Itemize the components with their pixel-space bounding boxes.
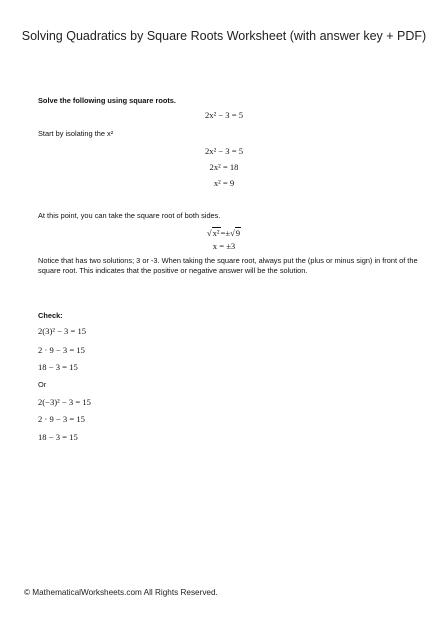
sqrt-left: √x² (206, 228, 220, 238)
check-negative-line-3: 18 − 3 = 15 (38, 432, 78, 442)
check-positive-line-3: 18 − 3 = 15 (38, 362, 78, 372)
step-equation-2: 2x² = 18 (209, 162, 239, 172)
sqrt-right-radicand: 9 (235, 228, 241, 238)
sqrt-right: √9 (230, 228, 241, 238)
sqrt-equation (0, 228, 448, 239)
problem-equation: 2x² − 3 = 5 (204, 110, 244, 120)
copyright-footer: © MathematicalWorksheets.com All Rights Reserved. (24, 588, 218, 597)
page-title: Solving Quadratics by Square Roots Worksheet (with answer key + PDF) (21, 29, 427, 43)
check-negative-line-1: 2(−3)² − 3 = 15 (38, 397, 91, 407)
step-equation-3: x² = 9 (213, 178, 235, 188)
step-equation-1: 2x² − 3 = 5 (204, 146, 244, 156)
plus-minus-equals: =± (220, 228, 231, 238)
check-negative-line-2: 2 · 9 − 3 = 15 (38, 414, 85, 424)
explanation-text: Notice that has two solutions; 3 or -3. When taking the square root, always put the (plus or minus sign) in front of the square root. This indicates that the positive or negative answer will be the solution. (38, 256, 418, 275)
isolate-text: Start by isolating the x² (38, 129, 114, 138)
result-equation: x = ±3 (212, 241, 236, 251)
check-heading: Check: (38, 311, 63, 320)
sqrt-left-radicand: x² (212, 228, 220, 238)
instruction-text: Solve the following using square roots. (38, 96, 176, 105)
check-positive-line-2: 2 · 9 − 3 = 15 (38, 345, 85, 355)
check-positive-line-1: 2(3)² − 3 = 15 (38, 326, 87, 336)
sqrt-instruction-text: At this point, you can take the square root of both sides. (38, 211, 221, 220)
or-label: Or (38, 380, 47, 389)
